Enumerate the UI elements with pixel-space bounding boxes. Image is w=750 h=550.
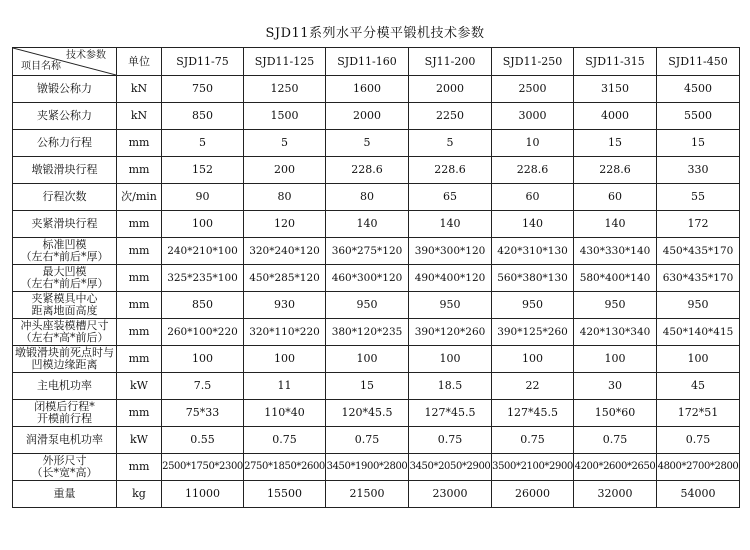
value-cell: 450*435*170 <box>657 238 740 265</box>
value-cell: 172*51 <box>657 400 740 427</box>
value-cell: 450*285*120 <box>244 265 326 292</box>
value-cell: 15500 <box>244 481 326 508</box>
row-unit: mm <box>117 292 162 319</box>
row-label-line: 开模前行程 <box>37 412 92 425</box>
row-label <box>13 184 117 211</box>
row-label-line: 夹紧滑块行程 <box>31 217 98 230</box>
row-unit: mm <box>117 265 162 292</box>
row-label-line: 公称力行程 <box>37 136 92 149</box>
row-unit: kW <box>117 427 162 454</box>
row-label <box>13 400 117 427</box>
table-row <box>13 373 740 400</box>
row-label-line: 夹紧公称力 <box>37 109 92 122</box>
row-unit: mm <box>117 130 162 157</box>
value-cell: 950 <box>409 292 492 319</box>
value-cell: 228.6 <box>409 157 492 184</box>
value-cell: 152 <box>162 157 244 184</box>
model-header: SJD11-160 <box>326 48 409 76</box>
value-cell: 950 <box>574 292 657 319</box>
row-label-line: 墩锻滑块行程 <box>31 163 98 176</box>
value-cell: 850 <box>162 292 244 319</box>
value-cell: 0.75 <box>409 427 492 454</box>
value-cell: 325*235*100 <box>162 265 244 292</box>
value-cell: 26000 <box>492 481 574 508</box>
row-label-line: 夹紧模具中心 <box>31 292 98 305</box>
value-cell: 0.75 <box>244 427 326 454</box>
row-unit: kN <box>117 76 162 103</box>
value-cell: 560*380*130 <box>492 265 574 292</box>
row-label-line: 最大凹模 <box>42 265 87 278</box>
value-cell: 172 <box>657 211 740 238</box>
table-row <box>13 103 740 130</box>
row-label <box>13 346 117 373</box>
row-unit: mm <box>117 211 162 238</box>
row-unit: mm <box>117 319 162 346</box>
value-cell: 120*45.5 <box>326 400 409 427</box>
table-row <box>13 184 740 211</box>
row-label <box>13 427 117 454</box>
value-cell: 80 <box>326 184 409 211</box>
row-label-line: 润滑泵电机功率 <box>26 433 103 446</box>
value-cell: 330 <box>657 157 740 184</box>
value-cell: 320*110*220 <box>244 319 326 346</box>
table-row <box>13 454 740 481</box>
value-cell: 450*140*415 <box>657 319 740 346</box>
row-label-line: 闭模后行程* <box>34 400 95 413</box>
value-cell: 420*310*130 <box>492 238 574 265</box>
spec-table-body <box>13 76 740 508</box>
value-cell: 11 <box>244 373 326 400</box>
row-label <box>13 292 117 319</box>
value-cell: 23000 <box>409 481 492 508</box>
value-cell: 5 <box>162 130 244 157</box>
value-cell: 100 <box>409 346 492 373</box>
value-cell: 100 <box>162 346 244 373</box>
row-unit: 次/min <box>117 184 162 211</box>
value-cell: 0.75 <box>657 427 740 454</box>
value-cell: 3150 <box>574 76 657 103</box>
row-label <box>13 130 117 157</box>
value-cell: 21500 <box>326 481 409 508</box>
value-cell: 4500 <box>657 76 740 103</box>
value-cell: 54000 <box>657 481 740 508</box>
model-header: SJD11-315 <box>574 48 657 76</box>
value-cell: 3450*2050*2900 <box>409 454 492 481</box>
header-row <box>13 48 740 76</box>
row-label <box>13 238 117 265</box>
row-label <box>13 373 117 400</box>
row-label <box>13 76 117 103</box>
row-label-line: 冲头座装模槽尺寸 <box>20 319 109 332</box>
value-cell: 100 <box>657 346 740 373</box>
row-label-line: 外形尺寸 <box>42 454 87 467</box>
table-row <box>13 130 740 157</box>
value-cell: 2000 <box>326 103 409 130</box>
row-unit: mm <box>117 400 162 427</box>
value-cell: 60 <box>574 184 657 211</box>
row-unit: mm <box>117 346 162 373</box>
value-cell: 0.75 <box>574 427 657 454</box>
table-row <box>13 265 740 292</box>
value-cell: 15 <box>657 130 740 157</box>
table-row <box>13 346 740 373</box>
table-row <box>13 427 740 454</box>
value-cell: 390*125*260 <box>492 319 574 346</box>
row-label-line: 行程次数 <box>42 190 87 203</box>
row-label <box>13 103 117 130</box>
table-row <box>13 481 740 508</box>
value-cell: 430*330*140 <box>574 238 657 265</box>
row-label-line: 凹模边缘距离 <box>31 358 98 371</box>
value-cell: 4200*2600*2650 <box>574 454 657 481</box>
value-cell: 390*300*120 <box>409 238 492 265</box>
value-cell: 55 <box>657 184 740 211</box>
value-cell: 45 <box>657 373 740 400</box>
row-label-line: （左右*前后*厚） <box>20 250 109 263</box>
model-header: SJD11-450 <box>657 48 740 76</box>
value-cell: 2250 <box>409 103 492 130</box>
value-cell: 240*210*100 <box>162 238 244 265</box>
row-label-line: （长*宽*高） <box>31 466 98 479</box>
value-cell: 100 <box>574 346 657 373</box>
value-cell: 1500 <box>244 103 326 130</box>
row-label <box>13 211 117 238</box>
value-cell: 100 <box>244 346 326 373</box>
value-cell: 4800*2700*2800 <box>657 454 740 481</box>
table-row <box>13 238 740 265</box>
value-cell: 200 <box>244 157 326 184</box>
row-label <box>13 454 117 481</box>
value-cell: 930 <box>244 292 326 319</box>
value-cell: 5 <box>409 130 492 157</box>
value-cell: 490*400*120 <box>409 265 492 292</box>
row-unit: kN <box>117 103 162 130</box>
value-cell: 15 <box>326 373 409 400</box>
value-cell: 22 <box>492 373 574 400</box>
value-cell: 228.6 <box>574 157 657 184</box>
value-cell: 140 <box>492 211 574 238</box>
value-cell: 32000 <box>574 481 657 508</box>
value-cell: 140 <box>409 211 492 238</box>
value-cell: 2000 <box>409 76 492 103</box>
row-unit: mm <box>117 238 162 265</box>
row-label-line: 镦锻公称力 <box>37 82 92 95</box>
value-cell: 140 <box>574 211 657 238</box>
value-cell: 100 <box>492 346 574 373</box>
row-label-line: 主电机功率 <box>37 379 92 392</box>
unit-header: 单位 <box>117 48 162 76</box>
value-cell: 380*120*235 <box>326 319 409 346</box>
value-cell: 2500*1750*2300 <box>162 454 244 481</box>
value-cell: 0.75 <box>492 427 574 454</box>
value-cell: 10 <box>492 130 574 157</box>
value-cell: 60 <box>492 184 574 211</box>
value-cell: 750 <box>162 76 244 103</box>
value-cell: 580*400*140 <box>574 265 657 292</box>
value-cell: 100 <box>326 346 409 373</box>
value-cell: 630*435*170 <box>657 265 740 292</box>
value-cell: 460*300*120 <box>326 265 409 292</box>
corner-bottom-label: 项目名称 <box>21 61 61 72</box>
value-cell: 150*60 <box>574 400 657 427</box>
value-cell: 120 <box>244 211 326 238</box>
table-row <box>13 292 740 319</box>
value-cell: 5 <box>326 130 409 157</box>
row-label <box>13 319 117 346</box>
corner-top-label: 技术参数 <box>66 50 106 61</box>
row-label-line: （左右*前后*厚） <box>20 277 109 290</box>
value-cell: 18.5 <box>409 373 492 400</box>
row-unit: mm <box>117 454 162 481</box>
table-title: SJD11系列水平分模平锻机技术参数 <box>265 26 485 41</box>
value-cell: 65 <box>409 184 492 211</box>
value-cell: 3450*1900*2800 <box>326 454 409 481</box>
row-label-line: （左右*高*前后） <box>20 331 109 344</box>
value-cell: 5 <box>244 130 326 157</box>
value-cell: 0.55 <box>162 427 244 454</box>
value-cell: 2500 <box>492 76 574 103</box>
model-header: SJ11-200 <box>409 48 492 76</box>
value-cell: 11000 <box>162 481 244 508</box>
row-label-line: 标准凹模 <box>42 238 87 251</box>
value-cell: 15 <box>574 130 657 157</box>
value-cell: 4000 <box>574 103 657 130</box>
model-header: SJD11-125 <box>244 48 326 76</box>
row-label <box>13 481 117 508</box>
value-cell: 127*45.5 <box>409 400 492 427</box>
model-header: SJD11-250 <box>492 48 574 76</box>
row-label-line: 重量 <box>53 487 76 500</box>
row-label <box>13 157 117 184</box>
table-row <box>13 400 740 427</box>
value-cell: 3500*2100*2900 <box>492 454 574 481</box>
value-cell: 320*240*120 <box>244 238 326 265</box>
row-label-line: 墩锻滑块前死点时与 <box>15 346 114 359</box>
value-cell: 30 <box>574 373 657 400</box>
value-cell: 260*100*220 <box>162 319 244 346</box>
row-unit: kW <box>117 373 162 400</box>
value-cell: 0.75 <box>326 427 409 454</box>
value-cell: 390*120*260 <box>409 319 492 346</box>
value-cell: 950 <box>657 292 740 319</box>
value-cell: 7.5 <box>162 373 244 400</box>
value-cell: 2750*1850*2600 <box>244 454 326 481</box>
value-cell: 75*33 <box>162 400 244 427</box>
value-cell: 90 <box>162 184 244 211</box>
value-cell: 950 <box>326 292 409 319</box>
value-cell: 850 <box>162 103 244 130</box>
corner-header-cell <box>13 48 117 76</box>
table-row <box>13 211 740 238</box>
value-cell: 5500 <box>657 103 740 130</box>
spec-table <box>12 47 740 508</box>
value-cell: 228.6 <box>492 157 574 184</box>
value-cell: 100 <box>162 211 244 238</box>
table-row <box>13 157 740 184</box>
value-cell: 3000 <box>492 103 574 130</box>
value-cell: 360*275*120 <box>326 238 409 265</box>
value-cell: 110*40 <box>244 400 326 427</box>
value-cell: 1250 <box>244 76 326 103</box>
row-unit: mm <box>117 157 162 184</box>
value-cell: 1600 <box>326 76 409 103</box>
value-cell: 420*130*340 <box>574 319 657 346</box>
row-label <box>13 265 117 292</box>
table-row <box>13 76 740 103</box>
value-cell: 127*45.5 <box>492 400 574 427</box>
row-label-line: 距离地面高度 <box>31 304 98 317</box>
table-row <box>13 319 740 346</box>
value-cell: 140 <box>326 211 409 238</box>
row-unit: kg <box>117 481 162 508</box>
value-cell: 228.6 <box>326 157 409 184</box>
value-cell: 950 <box>492 292 574 319</box>
model-header: SJD11-75 <box>162 48 244 76</box>
value-cell: 80 <box>244 184 326 211</box>
